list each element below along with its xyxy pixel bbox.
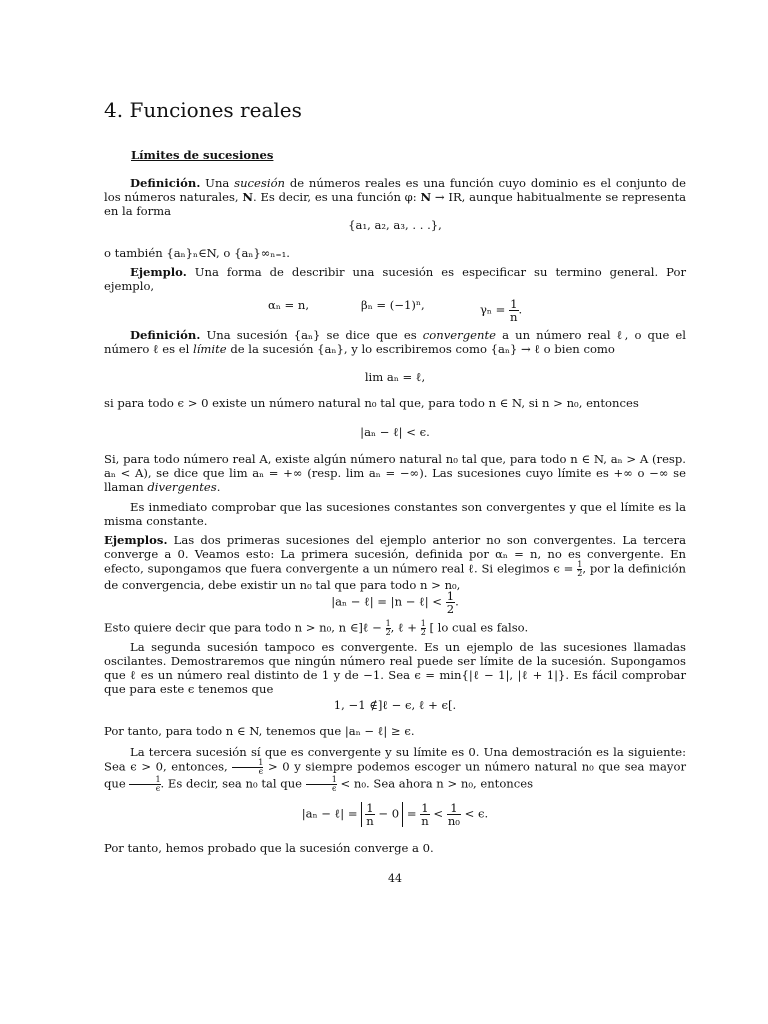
eq-gamma xyxy=(480,298,522,323)
text: a un número real ℓ, o que el número ℓ es el xyxy=(104,328,686,356)
fraction xyxy=(447,802,461,827)
text: > 0 y siempre podemos escoger un número natural n₀ que sea mayor que xyxy=(104,759,686,791)
eq-alpha: αₙ = n, xyxy=(268,298,310,312)
paragraph-notation: o también {aₙ}ₙ∈N, o {aₙ}∞ₙ₌₁. xyxy=(104,246,290,260)
fraction-inv-eps xyxy=(232,759,263,776)
text: . xyxy=(455,594,459,609)
paragraph-divergent xyxy=(104,452,686,494)
denominator: n xyxy=(421,814,429,828)
fraction xyxy=(420,802,429,827)
text: Una xyxy=(205,176,230,190)
text: de la sucesión {aₙ}, y lo escribiremos como {aₙ} → ℓ o bien como xyxy=(230,342,615,356)
numerator: 1 xyxy=(446,589,455,603)
fraction-half xyxy=(421,620,426,637)
text: |aₙ − ℓ| = |n − ℓ| < xyxy=(331,594,442,609)
eq-beta: βₙ = (−1)ⁿ, xyxy=(361,298,425,312)
numerator: 1 xyxy=(447,802,461,815)
equation-examples xyxy=(104,290,686,324)
denominator: ϵ xyxy=(155,784,161,793)
numerator: 1 xyxy=(421,801,429,815)
denominator: ϵ xyxy=(258,767,264,776)
paragraph-oscillating: La segunda sucesión tampoco es convergente. Es un ejemplo de las sucesiones llamadas oscilantes. Demostraremos que ningún número real puede ser límite de la sucesión. Supongamos que ℓ es un número real distinto de 1 y de −1. Sea ϵ = min{|ℓ − 1|, |ℓ + 1|}. Es fácil comprobar que para este ϵ tenemos que xyxy=(104,640,686,696)
text: < n₀. Sea ahora n > n₀, entonces xyxy=(340,776,534,791)
paragraph-examples xyxy=(104,533,686,592)
term-divergentes: divergentes xyxy=(147,480,217,494)
text: Una sucesión {aₙ} se dice que es xyxy=(206,328,417,342)
text: < xyxy=(433,806,444,821)
equation-limit: lim aₙ = ℓ, xyxy=(364,370,426,384)
label-examples: Ejemplos. xyxy=(104,533,168,547)
equation-oscillating: 1, −1 ∉]ℓ − ϵ, ℓ + ϵ[. xyxy=(333,698,457,712)
numerator: 1 xyxy=(366,801,374,815)
numerator: 1 xyxy=(232,759,263,768)
paragraph-false xyxy=(104,620,686,637)
term-sucesion: sucesión xyxy=(234,176,286,190)
text: Las dos primeras sucesiones del ejemplo anterior no son convergentes. La tercera converge a 0. Veamos esto: La primera sucesión, definida por αₙ = n, no es convergente. En efecto, supongamos que fuera convergente a un número real ℓ. Si elegimos ϵ = xyxy=(104,533,686,576)
term-convergente: convergente xyxy=(422,328,496,342)
text: . Es decir, sea n₀ tal que xyxy=(160,776,303,791)
text: |aₙ − ℓ| = xyxy=(301,806,358,821)
paragraph-definition-sequence xyxy=(104,176,686,218)
text: Si, para todo número real A, existe algún número natural n₀ tal que, para todo n ∈ N, aₙ > A (resp. aₙ < A), se dice que lim aₙ = +∞ (resp. lim aₙ = −∞). Las sucesiones cuyo límite es +∞ o −∞ se llaman xyxy=(104,452,686,494)
fraction xyxy=(446,590,455,615)
label-definition: Definición. xyxy=(130,328,201,342)
text: [ lo cual es falso. xyxy=(429,620,529,635)
fraction xyxy=(365,802,374,827)
denominator: n xyxy=(510,310,518,324)
equation-final xyxy=(104,802,686,827)
text: , ℓ + xyxy=(390,620,417,635)
symbol-N: N xyxy=(420,190,432,204)
text: La tercera sucesión sí que es convergente y su límite es 0. Una demostración es la siguiente: Sea ϵ > 0, entonces, xyxy=(104,745,686,774)
text: → IR, aunque habitualmente se representa en la forma xyxy=(104,190,687,218)
absolute-value xyxy=(361,802,403,827)
chapter-title: 4. Funciones reales xyxy=(104,98,302,122)
text: de números reales es una función cuyo dominio es el conjunto de los números naturales, xyxy=(104,176,687,204)
denominator: n xyxy=(366,814,374,828)
fraction xyxy=(509,298,518,323)
numerator: 1 xyxy=(385,619,391,628)
fraction-inv-eps xyxy=(306,776,337,793)
paragraph-constant: Es inmediato comprobar que las sucesiones constantes son convergentes y que el límite es la misma constante. xyxy=(104,500,686,528)
paragraph-example xyxy=(104,265,686,293)
denominator: n₀ xyxy=(447,814,460,828)
denominator: 2 xyxy=(577,569,583,578)
numerator: 1 xyxy=(306,776,337,785)
text: . Es decir, es una función φ: xyxy=(253,190,417,204)
paragraph-definition-convergence xyxy=(104,328,686,356)
equation-sequence: {a₁, a₂, a₃, . . .}, xyxy=(348,218,442,232)
paragraph-third xyxy=(104,745,686,793)
fraction-inv-eps xyxy=(129,776,160,793)
numerator: 1 xyxy=(577,560,583,569)
text: Esto quiere decir que para todo n > n₀, n ∈]ℓ − xyxy=(104,620,382,635)
paragraph-therefore: Por tanto, para todo n ∈ N, tenemos que |aₙ − ℓ| ≥ ϵ. xyxy=(104,724,415,738)
text: γₙ = xyxy=(480,302,506,317)
label-example: Ejemplo. xyxy=(130,265,187,279)
label-definition: Definición. xyxy=(130,176,201,190)
paragraph-conclusion: Por tanto, hemos probado que la sucesión converge a 0. xyxy=(104,841,434,855)
equation-half xyxy=(104,590,686,615)
numerator: 1 xyxy=(510,297,518,311)
text: = xyxy=(406,806,417,821)
page-number: 44 xyxy=(388,872,402,885)
numerator: 1 xyxy=(129,776,160,785)
paragraph-epsilon: si para todo ϵ > 0 existe un número natural n₀ tal que, para todo n ∈ N, si n > n₀, entonces xyxy=(104,396,639,410)
equation-epsilon: |aₙ − ℓ| < ϵ. xyxy=(360,425,430,439)
term-limite: límite xyxy=(193,342,227,356)
text: . xyxy=(518,302,523,317)
symbol-N: N xyxy=(242,190,253,204)
text: − 0 xyxy=(378,806,400,821)
denominator: ϵ xyxy=(332,784,337,793)
denominator: 2 xyxy=(446,602,455,616)
section-heading: Límites de sucesiones xyxy=(131,148,274,162)
text: Una forma de describir una sucesión es especificar su termino general. Por ejemplo, xyxy=(104,265,686,293)
text: , por la definición de convergencia, debe existir un n₀ tal que para todo n > n₀, xyxy=(104,561,686,592)
denominator: 2 xyxy=(420,628,426,637)
numerator: 1 xyxy=(420,619,426,628)
text: < ϵ. xyxy=(464,806,489,821)
text: . xyxy=(216,480,221,494)
denominator: 2 xyxy=(385,628,391,637)
